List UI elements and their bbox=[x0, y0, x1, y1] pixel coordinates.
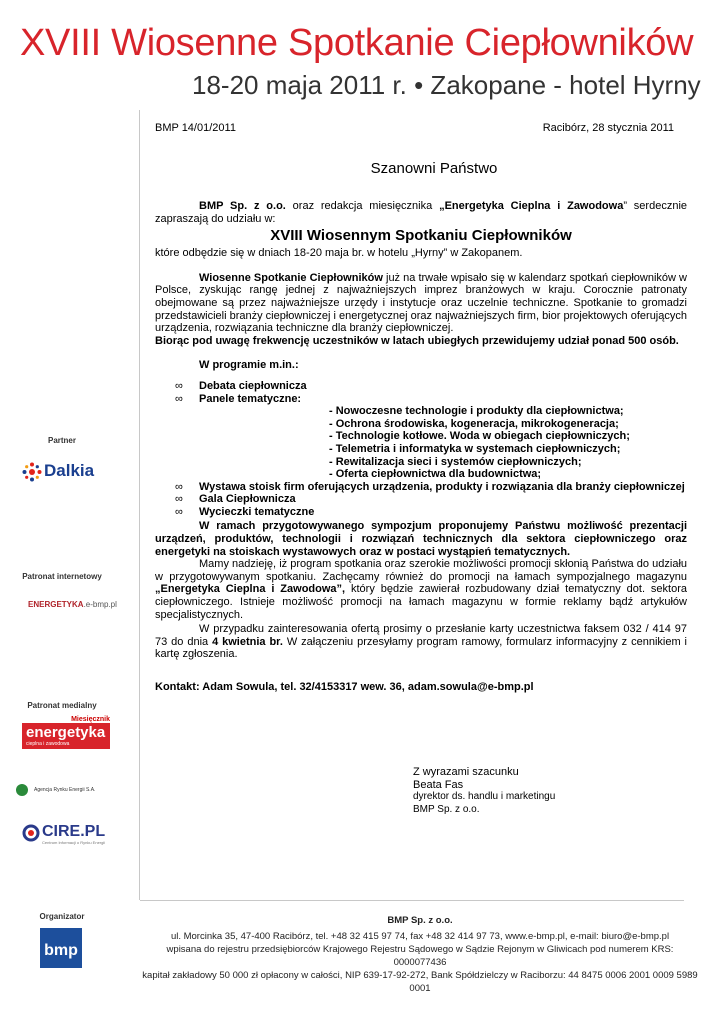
partner-label: Partner bbox=[47, 436, 76, 445]
cire-ring-icon bbox=[22, 824, 40, 842]
list-item: - Ochrona środowiska, kogeneracja, mikrokogeneracja; bbox=[329, 417, 619, 430]
footer-registry: wpisana do rejestru przedsiębiorców Krajowego Rejestru Sądowego w Sądzie Rejonym w Gliwicach pod numerem KRS: 0000077436 bbox=[166, 944, 674, 968]
contact-line: Kontakt: Adam Sowula, tel. 32/4153317 wew. 36, adam.sowula@e-bmp.pl bbox=[155, 681, 534, 693]
footer-company: BMP Sp. z o.o. bbox=[387, 915, 453, 926]
sidebar-divider bbox=[139, 110, 140, 900]
signature-block bbox=[413, 766, 555, 816]
list-item: ∞ Wycieczki tematyczne bbox=[175, 505, 315, 518]
energetyka-magazine-logo: Miesięcznik energetyka cieplna i zawodowa bbox=[22, 716, 110, 749]
signature-closing: Z wyrazami szacunku bbox=[413, 766, 519, 778]
program-label: W programie m.in.: bbox=[199, 359, 299, 372]
dalkia-sun-icon bbox=[22, 462, 42, 482]
svg-text:bmp: bmp bbox=[44, 942, 78, 959]
list-item: - Technologie kotłowe. Woda w obiegach ciepłowniczych; bbox=[329, 430, 630, 443]
greeting: Szanowni Państwo bbox=[370, 160, 498, 177]
media-patronage-label: Patronat medialny bbox=[27, 701, 97, 710]
paragraph-registration: W przypadku zainteresowania ofertą prosimy o przesłanie karty uczestnictwa faksem 032 / 414 97 73 do dnia 4 kwietnia br. W załączeniu przesyłamy program ramowy, formularz informacyjny z cennikiem i kartę zgłoszenia. bbox=[155, 623, 687, 661]
list-item: - Rewitalizacja sieci i systemów ciepłowniczych; bbox=[329, 455, 582, 468]
list-item: - Nowoczesne technologie i produkty dla ciepłownictwa; bbox=[329, 405, 624, 418]
paragraph-presentation: W ramach przygotowywanego sympozjum proponujemy Państwu możliwość prezentacji urządzeń, produktów, technologii i rozwiązań technicznych dla sektora ciepłowniczego oraz energetyki na stoiskach wystawowych oraz w postaci wystąpień tematycznych. bbox=[155, 520, 687, 558]
bmp-logo bbox=[40, 928, 82, 968]
event-when: które odbędzie się w dniach 18-20 maja br. w hotelu „Hyrny” w Zakopanem. bbox=[155, 247, 523, 260]
list-item: ∞ Debata ciepłownicza bbox=[175, 379, 307, 392]
footer-divider bbox=[140, 900, 684, 901]
signature-role: dyrektor ds. handlu i marketingu bbox=[413, 791, 556, 802]
are-logo: Agencja Rynku Energii S.A. bbox=[16, 783, 120, 797]
event-heading: XVIII Wiosennym Spotkaniu Ciepłowników bbox=[270, 227, 572, 245]
letter-body bbox=[155, 200, 687, 694]
list-item: - Telemetria i informatyka w systemach ciepłowniczych; bbox=[329, 442, 621, 455]
signature-company: BMP Sp. z o.o. bbox=[413, 803, 480, 815]
letter-reference: BMP 14/01/2011 bbox=[155, 122, 236, 134]
dalkia-logo: Dalkia bbox=[22, 460, 122, 484]
panel-topics bbox=[199, 405, 687, 481]
intro-company: BMP Sp. z o.o. bbox=[199, 200, 286, 212]
list-item: ∞ Panele tematyczne: - Nowoczesne technologie i produkty dla ciepłownictwa; - Ochrona środowiska, kogeneracja, mikrokogeneracja; - Technologie kotłowe. Woda w obiegach ciepłowniczych; - Telemetria i informatyka w systemach ciepłowniczych; - Rewitalizacja sieci i systemów ciepłowniczych; - Oferta ciepłownictwa dla budownictwa; bbox=[155, 393, 687, 481]
event-subtitle: 18-20 maja 2011 r. • Zakopane - hotel Hyrny bbox=[192, 70, 701, 100]
list-item: ∞ Wystawa stoisk firm oferujących urządzenia, produkty i rozwiązania dla branży ciepłowniczej bbox=[175, 480, 685, 493]
are-globe-icon bbox=[16, 784, 28, 796]
paragraph-promotion: Mamy nadzieję, iż program spotkania oraz szerokie możliwości promocji skłonią Państwa do udziału w przygotowywanym spotkaniu. Zachęcamy również do promocji na łamach sympozjalnego magazynu „Energetyka Cieplna i Zawodowa”, który będzie zawierał rozbudowany dział tematyczny dot. sektora ciepłowniczego. Istnieje możliwość promocji na łamach magazynu w formie reklamy bądź artykułów specjalistycznych. bbox=[155, 558, 688, 621]
list-item: ∞ Gala Ciepłownicza bbox=[175, 493, 296, 506]
paragraph-attendance: Biorąc pod uwagę frekwencję uczestników w latach ubiegłych przewidujemy udział ponad 500 osób. bbox=[155, 334, 679, 347]
intro-magazine: „Energetyka Cieplna i Zawodowa bbox=[439, 200, 624, 212]
list-item: - Oferta ciepłownictwa dla budownictwa; bbox=[329, 468, 542, 481]
organizer-label: Organizator bbox=[39, 912, 85, 921]
event-title: XVIII Wiosenne Spotkanie Ciepłowników bbox=[20, 22, 694, 64]
energetyka-ebmp-logo: ENERGETYKA.e-bmp.pl bbox=[28, 600, 117, 609]
paragraph-about: Wiosenne Spotkanie Ciepłowników już na trwałe wpisało się w kalendarz spotkań ciepłowników w Polsce, zyskując rangę jednej z najważniejszych imprez branżowych w kraju. Corocznie patronaty obejmowane są przez najważniejsze urzędy i instytucje oraz uczelnie techniczne. Spotkanie to gromadzi przedstawicieli branży ciepłowniczej i energetycznej oraz najważniejszych firm, bior projektowych oferujących urządzenia, rozwiązania techniczne dla branży ciepłowniczej. bbox=[155, 271, 687, 335]
intro-paragraph: BMP Sp. z o.o. oraz redakcja miesięcznika „Energetyka Cieplna i Zawodowa” serdecznie zapraszają do udziału w: bbox=[155, 200, 687, 225]
internet-patronage-label: Patronat internetowy bbox=[22, 572, 102, 581]
footer-address: ul. Morcinka 35, 47-400 Racibórz, tel. +48 32 415 97 74, fax +48 32 414 97 73, www.e-bmp.pl, e-mail: biuro@e-bmp.pl bbox=[170, 931, 670, 942]
footer-capital: kapitał zakładowy 50 000 zł opłacony w całości, NIP 639-17-92-272, Bank Spółdzielczy w Raciborzu: 44 8475 0006 2001 0009 5989 0001 bbox=[142, 970, 698, 994]
signature-name: Beata Fas bbox=[413, 778, 464, 791]
footer bbox=[140, 914, 700, 995]
letter-date: Racibórz, 28 stycznia 2011 bbox=[542, 122, 674, 134]
program-list bbox=[155, 380, 687, 519]
bmp-logo-icon bbox=[40, 928, 82, 968]
